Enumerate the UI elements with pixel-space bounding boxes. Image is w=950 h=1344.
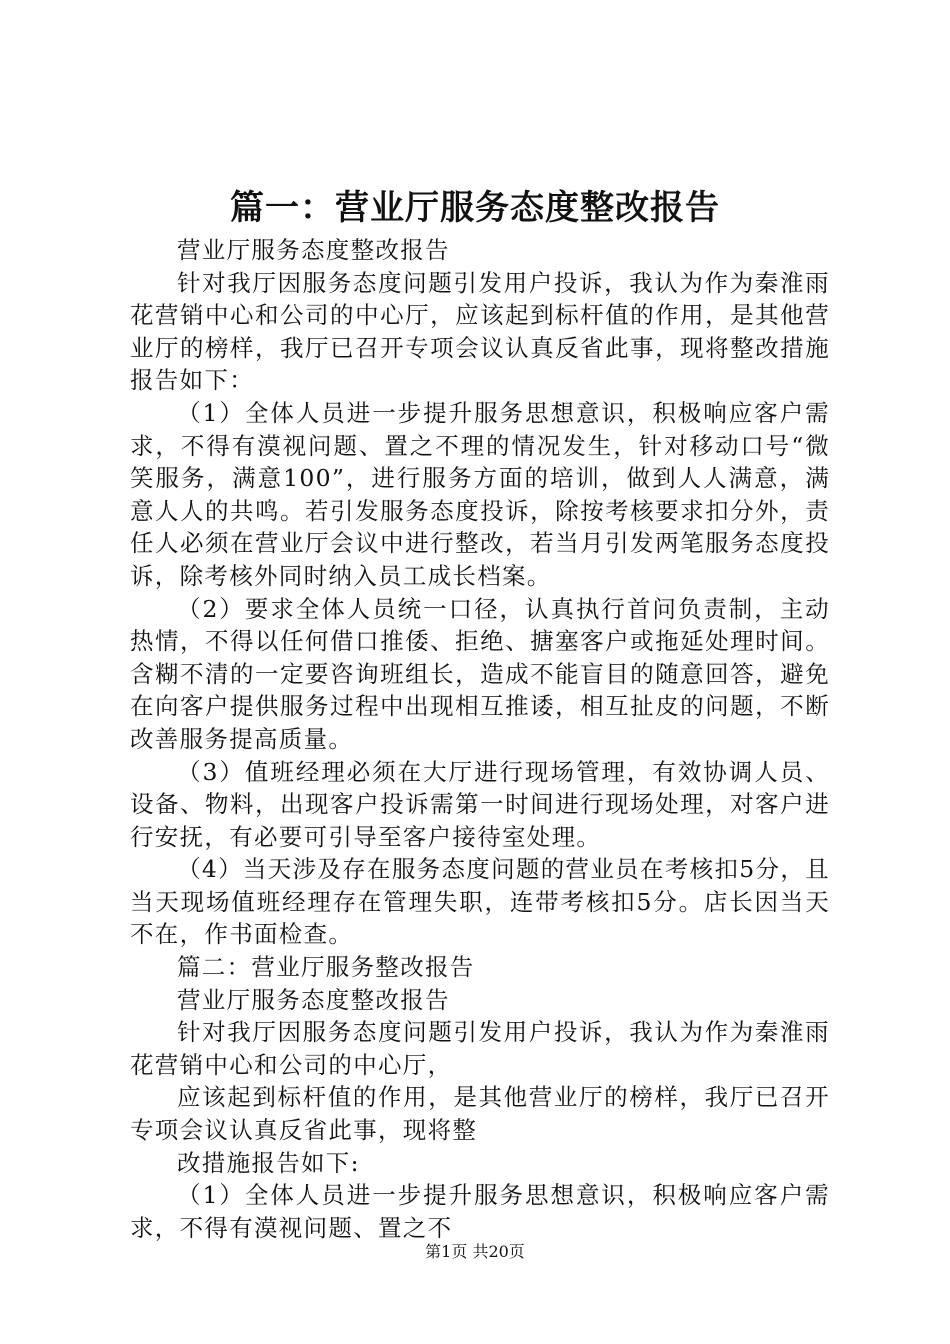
paragraph: 针对我厅因服务态度问题引发用户投诉，我认为作为秦淮雨花营销中心和公司的中心厅，	[130, 1018, 830, 1079]
paragraph: （1）全体人员进一步提升服务思想意识，积极响应客户需求，不得有漠视问题、置之不理的情况发生，针对移动口号“微笑服务，满意100”，进行服务方面的培训，做到人人满意，满意人人的共鸣。若引发服务态度投诉，除按考核要求扣分外，责任人必须在营业厅会议中进行整改，若当月引发两笔服务态度投诉，除考核外同时纳入员工成长档案。	[130, 398, 830, 590]
document-body	[130, 234, 830, 1244]
paragraph: （4）当天涉及存在服务态度问题的营业员在考核扣5分，且当天现场值班经理存在管理失职，连带考核扣5分。店长因当天不在，作书面检查。	[130, 855, 830, 949]
page-footer: 第1页 共20页	[425, 1242, 525, 1261]
paragraph: （3）值班经理必须在大厅进行现场管理，有效协调人员、设备、物料，出现客户投诉需第一时间进行现场处理，对客户进行安抚，有必要可引导至客户接待室处理。	[130, 757, 830, 851]
paragraph: 改措施报告如下:	[177, 1148, 360, 1177]
paragraph: （1）全体人员进一步提升服务思想意识，积极响应客户需求，不得有漠视问题、置之不	[130, 1181, 830, 1242]
paragraph: 针对我厅因服务态度问题引发用户投诉，我认为作为秦淮雨花营销中心和公司的中心厅，应该起到标杆值的作用，是其他营业厅的榜样，我厅已召开专项会议认真反省此事，现将整改措施报告如下：	[130, 268, 830, 395]
paragraph: 应该起到标杆值的作用，是其他营业厅的榜样，我厅已召开专项会议认真反省此事，现将整	[130, 1083, 830, 1145]
paragraph: 营业厅服务态度整改报告	[177, 236, 450, 264]
section-heading: 篇二：营业厅服务整改报告	[177, 953, 475, 982]
paragraph: 营业厅服务态度整改报告	[177, 985, 450, 1014]
paragraph: （2）要求全体人员统一口径，认真执行首问负责制，主动热情，不得以任何借口推倭、拒绝、搪塞客户或拖延处理时间。含糊不清的一定要咨询班组长，造成不能盲目的随意回答，避免在向客户提供服务过程中出现相互推诿，相互扯皮的问题，不断改善服务提高质量。	[130, 594, 830, 753]
document-title: 篇一：营业厅服务态度整改报告	[230, 188, 720, 228]
